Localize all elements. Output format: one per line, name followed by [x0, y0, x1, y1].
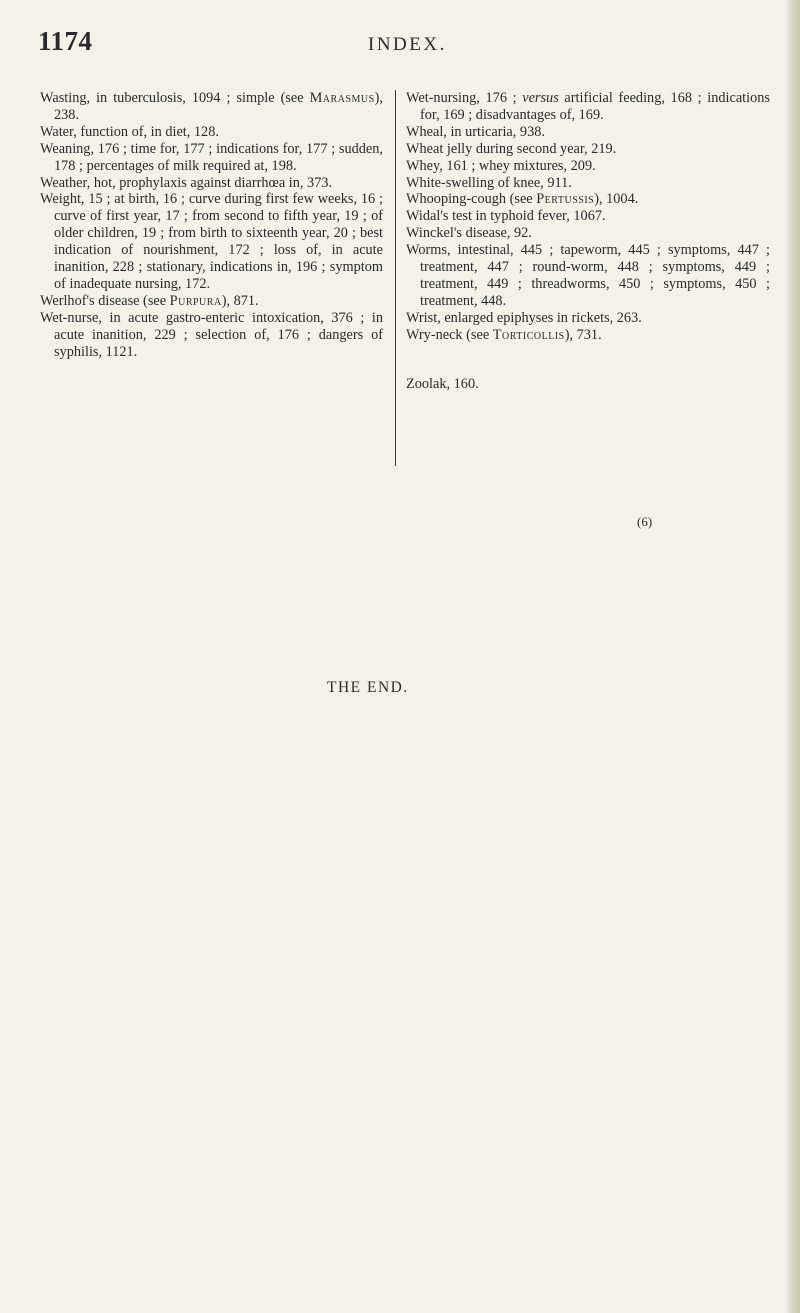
- index-entry: [406, 208, 770, 225]
- index-entry: [406, 191, 770, 208]
- index-entry: [406, 124, 770, 141]
- entry-text: Whey, 161 ; whey mixtures, 209.: [406, 157, 596, 174]
- index-entry: [406, 225, 770, 242]
- column-divider: [395, 90, 396, 466]
- cross-reference: Marasmus: [309, 90, 375, 106]
- entry-text: White-swelling of knee, 911.: [406, 174, 572, 191]
- entry-text: Weather, hot, prophylaxis against diarrhœa in, 373.: [40, 174, 333, 191]
- entry-text: Worms, intestinal, 445 ; tapeworm, 445 ; symptoms, 447 ; treatment, 447 ; round-worm, 448 ; symptoms, 449 ; treatment, 449 ; threadworms, 450 ; symptoms, 450 ; treatment, 448.: [406, 242, 770, 309]
- entry-text: Zoolak, 160.: [406, 375, 479, 392]
- entry-text: Wasting, in tuberculosis, 1094 ; simple (see: [40, 90, 310, 106]
- entry-text-tail: artificial feeding, 168 ; indications for, 169 ; disadvantages of, 169.: [420, 90, 770, 123]
- index-column-left: [40, 90, 383, 361]
- page-number: 1174: [38, 26, 93, 56]
- index-entry: [406, 175, 770, 192]
- page-edge-shadow: [786, 0, 800, 1313]
- index-entry: [406, 327, 770, 344]
- index-entry: [406, 376, 770, 393]
- index-entry: [40, 90, 383, 124]
- index-entry: [40, 175, 383, 192]
- entry-text-tail: ), 871.: [221, 292, 259, 309]
- cross-reference: Pertussis: [536, 191, 595, 208]
- entry-text: Weaning, 176 ; time for, 177 ; indications for, 177 ; sudden, 178 ; percentages of milk required at, 198.: [40, 140, 383, 174]
- entry-text: Winckel's disease, 92.: [406, 225, 532, 242]
- entry-text: Water, function of, in diet, 128.: [40, 123, 219, 140]
- entry-text: Wheat jelly during second year, 219.: [406, 140, 617, 157]
- index-entry: [40, 141, 383, 175]
- entry-text-tail: ), 1004.: [594, 191, 639, 208]
- cross-reference: Torticollis: [492, 326, 565, 343]
- entry-text: Werlhof's disease (see: [40, 292, 170, 309]
- index-entry: [40, 191, 383, 292]
- entry-text: Widal's test in typhoid fever, 1067.: [406, 208, 606, 225]
- cross-reference: Purpura: [169, 292, 222, 309]
- entry-text-tail: ), 238.: [54, 90, 383, 123]
- entry-text: Wet-nursing, 176 ;: [406, 90, 523, 106]
- index-entry: [40, 124, 383, 141]
- index-column-right: [406, 90, 770, 393]
- signature-mark: (6): [637, 514, 653, 529]
- entry-text: Whooping-cough (see: [406, 191, 537, 208]
- index-entry: [40, 293, 383, 310]
- index-entry: [406, 90, 770, 124]
- page-title: INDEX.: [368, 34, 447, 55]
- the-end-label: THE END.: [327, 679, 409, 696]
- index-entry: [406, 158, 770, 175]
- index-entry: [406, 242, 770, 310]
- entry-italic: versus: [522, 90, 559, 106]
- entry-text-tail: ), 731.: [564, 326, 602, 343]
- index-entry: [406, 141, 770, 158]
- entry-text: Wet-nurse, in acute gastro-enteric intoxication, 376 ; in acute inanition, 229 ; selection of, 176 ; dangers of syphilis, 1121.: [40, 309, 383, 360]
- entry-text: Wrist, enlarged epiphyses in rickets, 263.: [406, 309, 642, 326]
- entry-text: Wry-neck (see: [406, 326, 493, 343]
- index-entry: [406, 310, 770, 327]
- entry-text: Wheal, in urticaria, 938.: [406, 123, 545, 140]
- index-entry: [40, 310, 383, 361]
- entry-text: Weight, 15 ; at birth, 16 ; curve during first few weeks, 16 ; curve of first year, 17 ; from second to fifth year, 19 ; of older children, 19 ; from birth to sixteenth year, 20 ; best indication of nourishment, 172 ; loss of, in acute inanition, 228 ; stationary, indications in, 196 ; symptom of inadequate nursing, 172.: [40, 191, 383, 292]
